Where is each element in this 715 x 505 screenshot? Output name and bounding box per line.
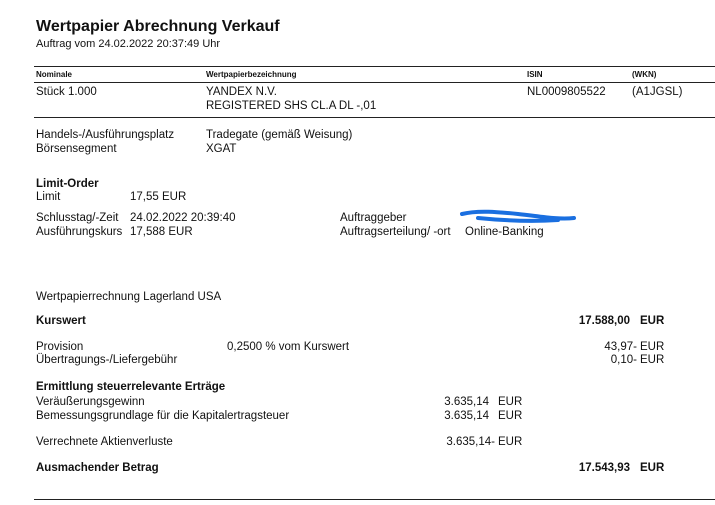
isin-value: NL0009805522 [527, 86, 606, 98]
redaction-scribble [458, 208, 578, 228]
provision-label: Provision [36, 341, 84, 353]
bottom-divider [34, 499, 715, 500]
fee-currency: EUR [640, 354, 665, 366]
provision-detail: 0,2500 % vom Kurswert [227, 341, 350, 353]
total-value: 17.543,93 [578, 462, 630, 474]
col-nominale: Nominale [36, 70, 73, 79]
client-label: Auftraggeber [340, 212, 407, 224]
order-type: Limit-Order [36, 178, 99, 190]
document-title: Wertpapier Abrechnung Verkauf [36, 18, 280, 35]
channel-value: Online-Banking [465, 226, 544, 238]
col-wkn: (WKN) [632, 70, 657, 79]
order-timestamp: Auftrag vom 24.02.2022 20:37:49 Uhr [36, 38, 221, 50]
wkn-value: (A1JGSL) [632, 86, 683, 98]
fee-label: Übertragungs-/Liefergebühr [36, 354, 178, 366]
nominale-value: Stück 1.000 [36, 86, 97, 98]
total-label: Ausmachender Betrag [36, 462, 159, 474]
gain-label: Veräußerungsgewinn [36, 396, 145, 408]
base-value: 3.635,14 [444, 410, 489, 422]
limit-value: 17,55 EUR [130, 191, 187, 203]
tax-heading: Ermittlung steuerrelevante Erträge [36, 381, 226, 393]
provision-currency: EUR [640, 341, 665, 353]
security-name: YANDEX N.V. [206, 86, 277, 98]
gain-currency: EUR [498, 396, 523, 408]
offset-currency: EUR [498, 436, 523, 448]
base-label: Bemessungsgrundlage für die Kapitalertragsteuer [36, 410, 290, 422]
segment-label: Börsensegment [36, 143, 117, 155]
exec-price-value: 17,588 EUR [130, 226, 193, 238]
exec-price-label: Ausführungskurs [36, 226, 123, 238]
limit-label: Limit [36, 191, 61, 203]
trade-time-label: Schlusstag/-Zeit [36, 212, 119, 224]
top-divider [34, 66, 715, 67]
trade-time-value: 24.02.2022 20:39:40 [130, 212, 236, 224]
kurswert-value: 17.588,00 [578, 315, 630, 327]
venue-label: Handels-/Ausführungsplatz [36, 129, 175, 141]
gain-value: 3.635,14 [444, 396, 489, 408]
total-currency: EUR [640, 462, 665, 474]
currency-note: Wertpapierrechnung Lagerland USA [36, 291, 222, 303]
col-isin: ISIN [527, 70, 543, 79]
fee-value: 0,10- [610, 354, 637, 366]
offset-value: 3.635,14- [446, 436, 495, 448]
security-class: REGISTERED SHS CL.A DL -,01 [206, 100, 377, 112]
channel-label: Auftragserteilung/ -ort [340, 226, 451, 238]
security-divider [34, 117, 715, 118]
base-currency: EUR [498, 410, 523, 422]
segment-value: XGAT [206, 143, 237, 155]
kurswert-currency: EUR [640, 315, 665, 327]
kurswert-label: Kurswert [36, 315, 86, 327]
offset-label: Verrechnete Aktienverluste [36, 436, 173, 448]
header-divider [34, 82, 715, 83]
col-wertpapierbezeichnung: Wertpapierbezeichnung [206, 70, 297, 79]
venue-value: Tradegate (gemäß Weisung) [206, 129, 353, 141]
provision-value: 43,97- [604, 341, 637, 353]
